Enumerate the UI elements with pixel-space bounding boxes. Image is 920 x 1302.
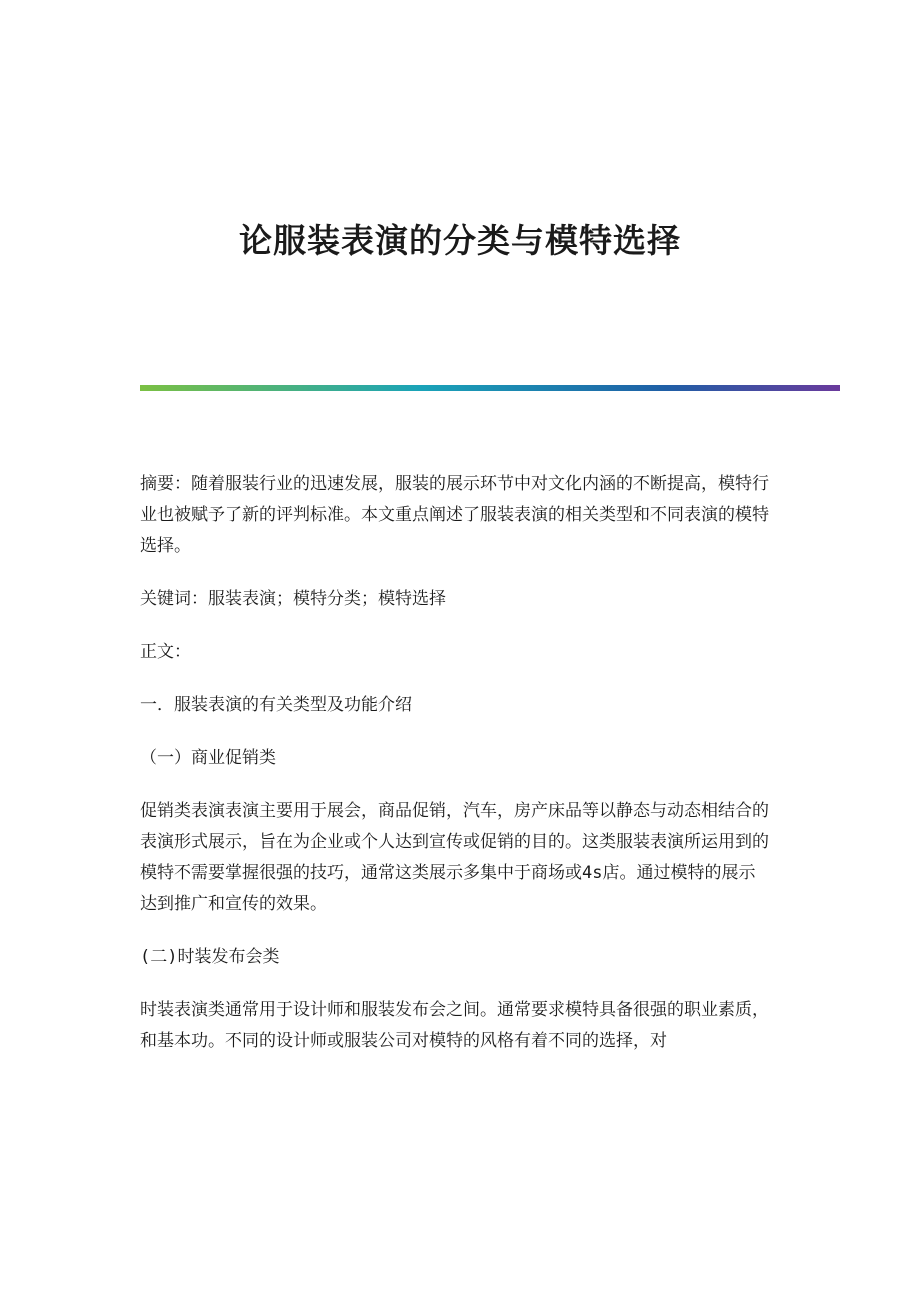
commercial-promotion-paragraph: 促销类表演表演主要用于展会，商品促销，汽车，房产床品等以静态与动态相结合的表演形式展示，旨在为企业或个人达到宣传或促销的目的。这类服装表演所运用到的模特不需要掌握很强的技巧，通常这类展示多集中于商场或4s店。通过模特的展示达到推广和宣传的效果。 — [140, 801, 769, 914]
title-divider — [140, 385, 840, 391]
body-label: 正文： — [140, 642, 191, 662]
subsection-heading-1: （一）商业促销类 — [140, 748, 276, 768]
abstract-paragraph: 摘要：随着服装行业的迅速发展，服装的展示环节中对文化内涵的不断提高，模特行业也被赋予了新的评判标准。本文重点阐述了服装表演的相关类型和不同表演的模特选择。 — [140, 474, 769, 556]
section-heading-1: 一．服装表演的有关类型及功能介绍 — [140, 695, 412, 715]
document-title: 论服装表演的分类与模特选择 — [239, 221, 681, 260]
fashion-show-paragraph: 时装表演类通常用于设计师和服装发布会之间。通常要求模特具备很强的职业素质，和基本功。不同的设计师或服装公司对模特的风格有着不同的选择，对 — [140, 1000, 769, 1051]
subsection-heading-2: (二)时装发布会类 — [140, 947, 280, 967]
keywords-line: 关键词：服装表演；模特分类；模特选择 — [140, 589, 446, 609]
document-body — [140, 469, 770, 1079]
